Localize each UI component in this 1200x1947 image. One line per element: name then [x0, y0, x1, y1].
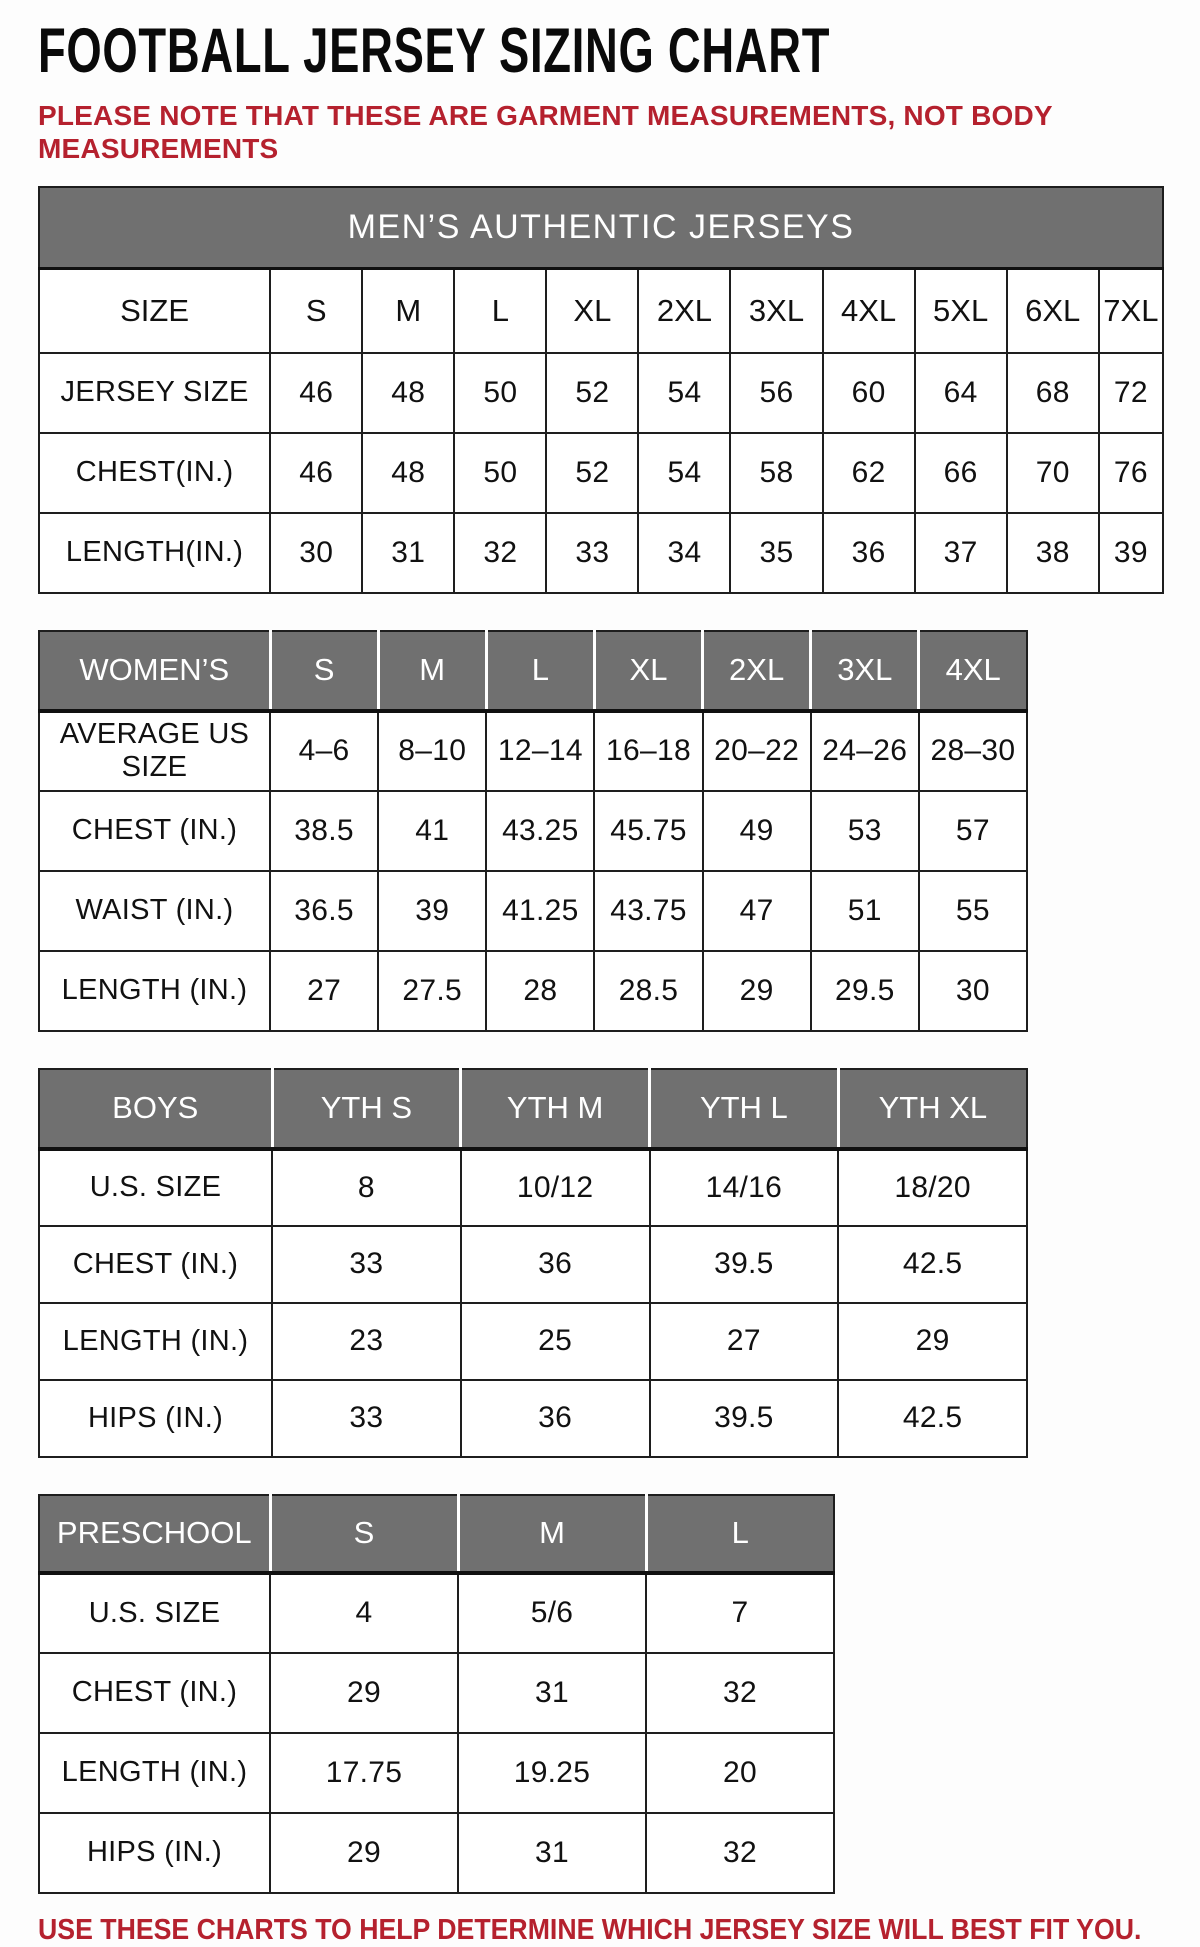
table-cell: 32 — [646, 1813, 834, 1893]
table-row — [39, 711, 1027, 791]
table-cell: 29 — [270, 1813, 458, 1893]
table-cell: 55 — [919, 871, 1027, 951]
column-header: YTH S — [272, 1069, 461, 1149]
note-line-1: PLEASE NOTE THAT THESE ARE GARMENT MEASUREMENTS, NOT BODY — [38, 99, 1053, 131]
table-cell: 37 — [915, 513, 1007, 593]
mens-table-banner: MEN’S AUTHENTIC JERSEYS — [39, 187, 1163, 269]
table-row — [39, 433, 1163, 513]
table-cell: 5/6 — [458, 1573, 646, 1653]
table-cell: 72 — [1099, 353, 1163, 433]
column-header: M — [458, 1495, 646, 1573]
table-row — [39, 513, 1163, 593]
table-cell: 39 — [1099, 513, 1163, 593]
table-cell: 36 — [461, 1226, 650, 1303]
note-line-2: MEASUREMENTS — [38, 133, 279, 165]
preschool-header-row — [39, 1495, 834, 1573]
column-header: 2XL — [638, 269, 730, 353]
table-cell: 10/12 — [461, 1149, 650, 1226]
column-header: L — [646, 1495, 834, 1573]
table-cell: 54 — [638, 433, 730, 513]
page-title: FOOTBALL JERSEY SIZING CHART — [38, 16, 831, 86]
row-label: U.S. SIZE — [39, 1149, 272, 1226]
column-header: 4XL — [823, 269, 915, 353]
table-cell: 4–6 — [270, 711, 378, 791]
table-cell: 60 — [823, 353, 915, 433]
table-cell: 39 — [378, 871, 486, 951]
column-header: YTH M — [461, 1069, 650, 1149]
row-label: LENGTH (IN.) — [39, 951, 270, 1031]
womens-sizing-table — [38, 630, 1028, 1032]
column-header: 7XL — [1099, 269, 1163, 353]
table-cell: 19.25 — [458, 1733, 646, 1813]
column-header: 5XL — [915, 269, 1007, 353]
table-cell: 45.75 — [594, 791, 702, 871]
table-cell: 46 — [270, 353, 362, 433]
column-header: M — [362, 269, 454, 353]
table-cell: 33 — [272, 1226, 461, 1303]
table-row — [39, 1733, 834, 1813]
table-cell: 56 — [730, 353, 822, 433]
table-row — [39, 951, 1027, 1031]
table-cell: 42.5 — [838, 1226, 1027, 1303]
table-cell: 18/20 — [838, 1149, 1027, 1226]
table-cell: 31 — [458, 1813, 646, 1893]
womens-header-row — [39, 631, 1027, 711]
table-cell: 33 — [272, 1380, 461, 1457]
table-cell: 39.5 — [650, 1226, 839, 1303]
column-header: YTH L — [650, 1069, 839, 1149]
table-cell: 29 — [703, 951, 811, 1031]
row-label: AVERAGE US SIZE — [39, 711, 270, 791]
column-header: L — [454, 269, 546, 353]
table-cell: 53 — [811, 791, 919, 871]
column-header: XL — [546, 269, 638, 353]
table-cell: 27 — [650, 1303, 839, 1380]
mens-sizing-table — [38, 186, 1164, 594]
table-cell: 41 — [378, 791, 486, 871]
table-cell: 20 — [646, 1733, 834, 1813]
row-label: LENGTH (IN.) — [39, 1303, 272, 1380]
table-cell: 38.5 — [270, 791, 378, 871]
table-row — [39, 1303, 1027, 1380]
table-cell: 4 — [270, 1573, 458, 1653]
table-cell: 48 — [362, 433, 454, 513]
table-row — [39, 871, 1027, 951]
column-header: YTH XL — [838, 1069, 1027, 1149]
row-label: U.S. SIZE — [39, 1573, 270, 1653]
row-label: CHEST(IN.) — [39, 433, 270, 513]
boys-label-header: BOYS — [39, 1069, 272, 1149]
row-label: LENGTH(IN.) — [39, 513, 270, 593]
table-cell: 23 — [272, 1303, 461, 1380]
table-cell: 46 — [270, 433, 362, 513]
column-header: 3XL — [730, 269, 822, 353]
mens-header-row — [39, 269, 1163, 353]
table-cell: 49 — [703, 791, 811, 871]
footer-note: USE THESE CHARTS TO HELP DETERMINE WHICH JERSEY SIZE WILL BEST FIT YOU. — [38, 1913, 1142, 1946]
table-cell: 8–10 — [378, 711, 486, 791]
table-cell: 62 — [823, 433, 915, 513]
table-cell: 51 — [811, 871, 919, 951]
table-row — [39, 353, 1163, 433]
table-cell: 29 — [838, 1303, 1027, 1380]
table-cell: 68 — [1007, 353, 1099, 433]
preschool-sizing-table — [38, 1494, 835, 1894]
row-label: CHEST (IN.) — [39, 1226, 272, 1303]
table-row — [39, 791, 1027, 871]
column-header: 2XL — [703, 631, 811, 711]
table-cell: 36 — [461, 1380, 650, 1457]
table-cell: 50 — [454, 433, 546, 513]
preschool-label-header: PRESCHOOL — [39, 1495, 270, 1573]
table-row — [39, 1573, 834, 1653]
table-cell: 58 — [730, 433, 822, 513]
column-header: S — [270, 269, 362, 353]
table-cell: 25 — [461, 1303, 650, 1380]
table-cell: 43.75 — [594, 871, 702, 951]
table-cell: 27 — [270, 951, 378, 1031]
garment-measurements-note — [38, 99, 1162, 166]
column-header: S — [270, 1495, 458, 1573]
table-cell: 52 — [546, 353, 638, 433]
table-cell: 30 — [270, 513, 362, 593]
row-label: WAIST (IN.) — [39, 871, 270, 951]
column-header: 4XL — [919, 631, 1027, 711]
table-cell: 33 — [546, 513, 638, 593]
table-cell: 8 — [272, 1149, 461, 1226]
table-cell: 34 — [638, 513, 730, 593]
table-cell: 54 — [638, 353, 730, 433]
table-cell: 31 — [458, 1653, 646, 1733]
table-cell: 16–18 — [594, 711, 702, 791]
table-row — [39, 1149, 1027, 1226]
table-cell: 70 — [1007, 433, 1099, 513]
table-cell: 29.5 — [811, 951, 919, 1031]
table-cell: 52 — [546, 433, 638, 513]
table-cell: 28–30 — [919, 711, 1027, 791]
row-label: CHEST (IN.) — [39, 791, 270, 871]
row-label: HIPS (IN.) — [39, 1380, 272, 1457]
boys-header-row — [39, 1069, 1027, 1149]
table-cell: 76 — [1099, 433, 1163, 513]
table-cell: 20–22 — [703, 711, 811, 791]
row-label: JERSEY SIZE — [39, 353, 270, 433]
table-row — [39, 1380, 1027, 1457]
row-label: HIPS (IN.) — [39, 1813, 270, 1893]
table-row — [39, 1813, 834, 1893]
column-header: S — [270, 631, 378, 711]
table-cell: 43.25 — [486, 791, 594, 871]
table-row — [39, 1226, 1027, 1303]
table-cell: 28 — [486, 951, 594, 1031]
table-cell: 31 — [362, 513, 454, 593]
table-cell: 36 — [823, 513, 915, 593]
table-row — [39, 1653, 834, 1733]
table-cell: 27.5 — [378, 951, 486, 1031]
table-cell: 36.5 — [270, 871, 378, 951]
table-cell: 47 — [703, 871, 811, 951]
column-header: 3XL — [811, 631, 919, 711]
table-cell: 38 — [1007, 513, 1099, 593]
table-cell: 28.5 — [594, 951, 702, 1031]
table-cell: 35 — [730, 513, 822, 593]
column-header: M — [378, 631, 486, 711]
table-cell: 7 — [646, 1573, 834, 1653]
table-cell: 29 — [270, 1653, 458, 1733]
table-cell: 48 — [362, 353, 454, 433]
boys-sizing-table — [38, 1068, 1028, 1458]
table-cell: 57 — [919, 791, 1027, 871]
table-cell: 41.25 — [486, 871, 594, 951]
table-cell: 32 — [646, 1653, 834, 1733]
table-cell: 14/16 — [650, 1149, 839, 1226]
column-header: 6XL — [1007, 269, 1099, 353]
table-cell: 17.75 — [270, 1733, 458, 1813]
table-cell: 32 — [454, 513, 546, 593]
column-header: XL — [594, 631, 702, 711]
table-cell: 66 — [915, 433, 1007, 513]
row-label: LENGTH (IN.) — [39, 1733, 270, 1813]
table-cell: 24–26 — [811, 711, 919, 791]
womens-label-header: WOMEN’S — [39, 631, 270, 711]
row-label: CHEST (IN.) — [39, 1653, 270, 1733]
mens-label-header: SIZE — [39, 269, 270, 353]
column-header: L — [486, 631, 594, 711]
table-cell: 30 — [919, 951, 1027, 1031]
table-cell: 64 — [915, 353, 1007, 433]
table-cell: 12–14 — [486, 711, 594, 791]
table-cell: 39.5 — [650, 1380, 839, 1457]
table-cell: 42.5 — [838, 1380, 1027, 1457]
table-cell: 50 — [454, 353, 546, 433]
